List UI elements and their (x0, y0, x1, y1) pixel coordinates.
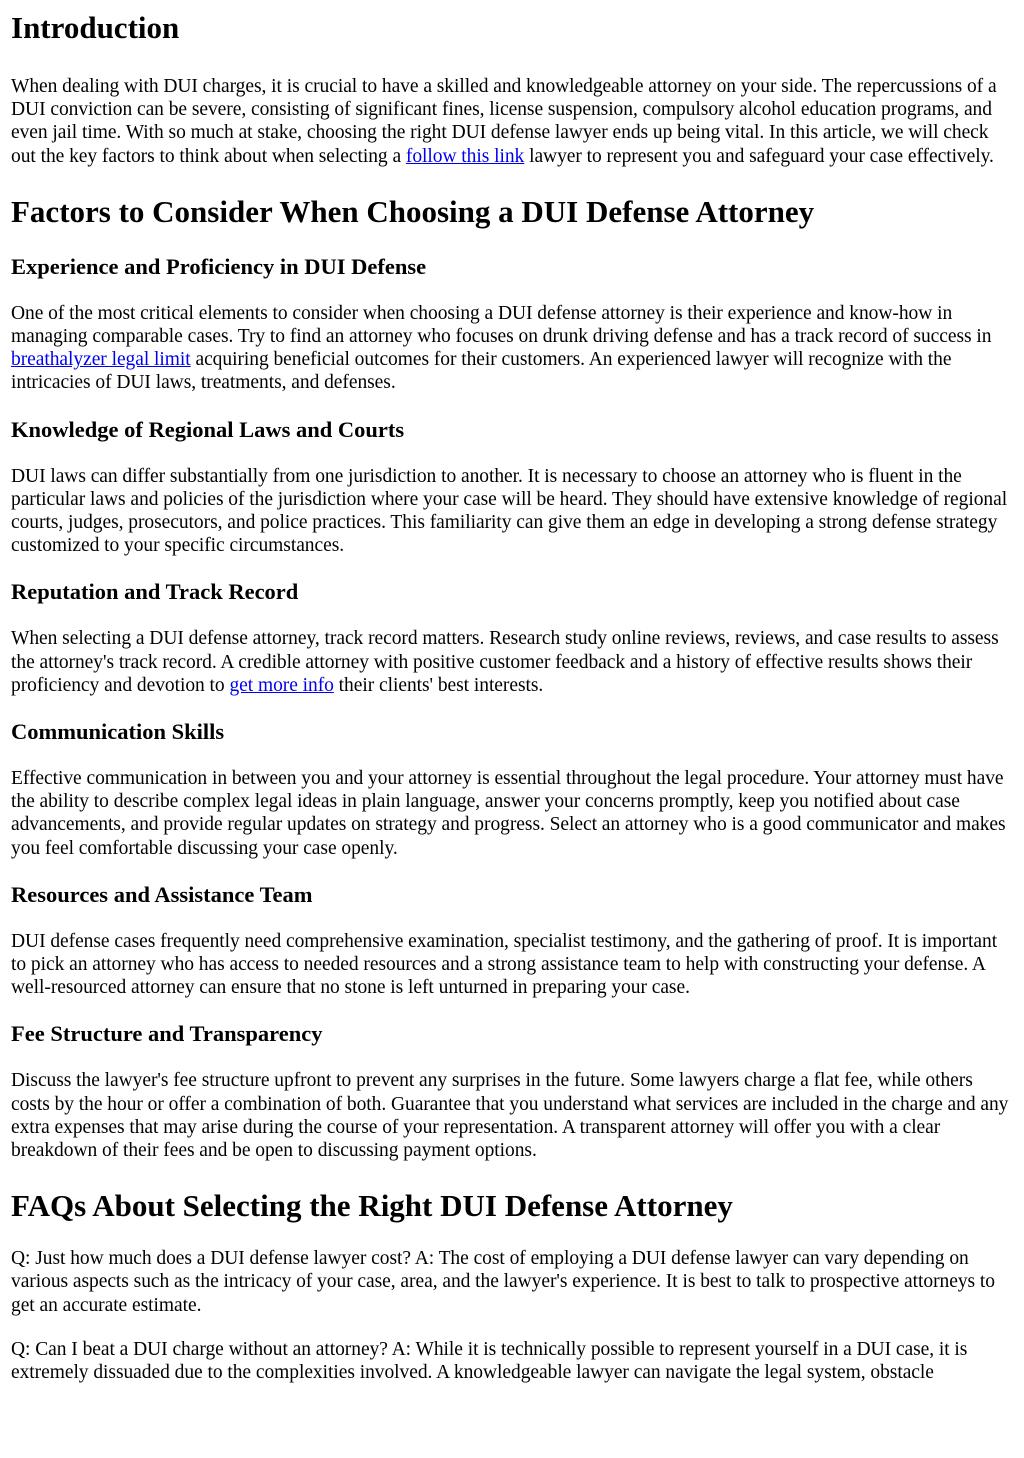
factors-heading: Factors to Consider When Choosing a DUI Defense Attorney (11, 193, 815, 229)
reputation-text-end: their clients' best interests. (333, 674, 544, 696)
resources-paragraph: DUI defense cases frequently need comprehensive examination, specialist testimony, and the gathering of proof. It is important to pick an attorney who has access to needed resources and a strong assistance team to help with constructing your defense. A well-resourced attorney can ensure that no stone is left unturned in preparing your case. (11, 930, 998, 999)
intro-text-start: When dealing with DUI charges, it is crucial to have a skilled and knowledgeable attorney on your side. The repercussions of a DUI conviction can be severe, consisting of significant fines, license suspension, compulsory alcohol education programs, and even jail time. With so much at stake, choosing the right DUI defense lawyer ends up being vital. In this article, we will check out the key factors to think about when selecting a (11, 76, 997, 167)
reputation-text-start: When selecting a DUI defense attorney, track record matters. Research study online reviews, reviews, and case results to assess the attorney's track record. A credible attorney with positive customer feedback and a history of effective results shows their proficiency and devotion to (11, 628, 999, 696)
knowledge-heading: Knowledge of Regional Laws and Courts (11, 416, 405, 442)
experience-text-start: One of the most critical elements to consider when choosing a DUI defense attorney is their experience and know-how in managing comparable cases. Try to find an attorney who focuses on drunk driving defense and has a track record of success in (11, 302, 992, 348)
experience-text-end: acquiring beneficial outcomes for their customers. An experienced lawyer will recognize with the intricacies of DUI laws, treatments, and defenses. (11, 349, 952, 394)
fees-paragraph: Discuss the lawyer's fee structure upfront to prevent any surprises in the future. Some lawyers charge a flat fee, while others costs by the hour or offer a combination of both. Guarantee that you understand what services are included in the charge and any extra expenses that may arise during the course of your representation. A transparent attorney will offer you with a clear breakdown of their fees and be open to discussing payment options. (11, 1070, 1009, 1162)
article (0, 10, 1024, 1384)
reputation-paragraph (11, 627, 1014, 697)
reputation-heading: Reputation and Track Record (11, 579, 299, 605)
faq-item-cost: Q: Just how much does a DUI defense lawyer cost? A: The cost of employing a DUI defense lawyer can vary depending on various aspects such as the intricacy of your case, area, and the lawyer's experience. It is best to talk to prospective attorneys to get an accurate estimate. (11, 1248, 995, 1316)
experience-heading: Experience and Proficiency in DUI Defense (11, 253, 427, 279)
fees-heading: Fee Structure and Transparency (11, 1021, 323, 1047)
intro-text-end: lawyer to represent you and safeguard your case effectively. (524, 145, 994, 167)
experience-paragraph (11, 302, 1014, 395)
follow-this-link[interactable]: follow this link (405, 145, 525, 167)
communication-paragraph: Effective communication in between you and your attorney is essential throughout the legal procedure. Your attorney must have the ability to describe complex legal ideas in plain language, answer your concerns promptly, keep you notified about case advancements, and provide regular updates on strategy and progress. Select an attorney who is a good communicator and makes you feel comfortable discussing your case openly. (11, 768, 1006, 859)
resources-heading: Resources and Assistance Team (11, 881, 313, 907)
communication-heading: Communication Skills (11, 719, 225, 745)
get-more-info-link[interactable]: get more info (229, 674, 334, 696)
faq-item-without-attorney: Q: Can I beat a DUI charge without an attorney? A: While it is technically possible to represent yourself in a DUI case, it is extremely dissuaded due to the complexities involved. A knowledgeable lawyer can navigate the legal system, obstacle (11, 1338, 968, 1384)
breathalyzer-legal-limit-link[interactable]: breathalyzer legal limit (11, 349, 191, 371)
knowledge-paragraph: DUI laws can differ substantially from one jurisdiction to another. It is necessary to choose an attorney who is fluent in the particular laws and policies of the jurisdiction where your case will be heard. They should have extensive knowledge of regional courts, judges, prosecutors, and police practices. This familiarity can give them an edge in developing a strong defense strategy customized to your specific circumstances. (11, 465, 1008, 557)
faqs-heading: FAQs About Selecting the Right DUI Defense Attorney (11, 1188, 733, 1224)
intro-paragraph (11, 75, 1014, 168)
intro-heading: Introduction (11, 10, 180, 45)
